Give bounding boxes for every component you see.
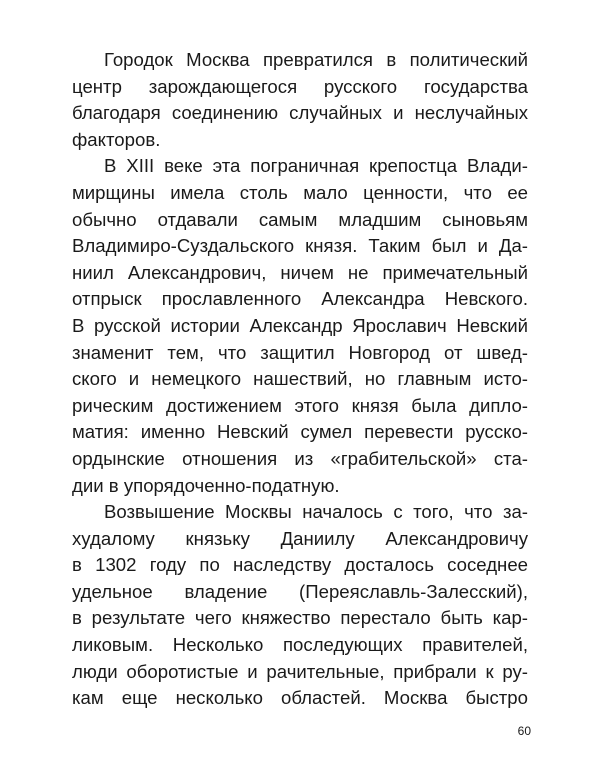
text-line: В XIII веке эта пограничная крепостца Влади- xyxy=(104,155,528,177)
text-line: центр зарождающегося русского государства xyxy=(72,75,528,97)
text-line: знаменит тем, что защитил Новгород от швед- xyxy=(72,341,528,363)
text-line: в результате чего княжество перестало быть кар- xyxy=(72,607,528,629)
text-line: ликовым. Несколько последующих правителей, xyxy=(72,634,528,656)
text-line: матия: именно Невский сумел перевести русско- xyxy=(72,421,528,443)
text-line: благодаря соединению случайных и неслучайных xyxy=(72,102,528,124)
text-line: В русской истории Александр Ярославич Невский xyxy=(72,314,528,336)
text-line: факторов. xyxy=(72,128,161,150)
text-line: рическим достижением этого князя была дипло- xyxy=(72,394,528,416)
text-line: дии в упорядоченно-податную. xyxy=(72,474,340,496)
text-line: ордынские отношения из «грабительской» ста- xyxy=(72,447,528,469)
text-line: ниил Александрович, ничем не примечательный xyxy=(72,261,528,283)
text-line: кам еще несколько областей. Москва быстро xyxy=(72,687,528,709)
text-line: Владимиро-Суздальского князя. Таким был и Да- xyxy=(72,235,528,257)
text-line: Городок Москва превратился в политический xyxy=(104,49,528,70)
text-line: люди оборотистые и рачительные, прибрали к ру- xyxy=(72,660,528,682)
text-line: обычно отдавали самым младшим сыновьям xyxy=(72,208,528,230)
body-text xyxy=(72,47,528,712)
text-line: в 1302 году по наследству досталось соседнее xyxy=(72,554,528,576)
text-line: мирщины имела столь мало ценности, что ее xyxy=(72,181,528,203)
text-line: ского и немецкого нашествий, но главным исто- xyxy=(72,368,528,390)
text-line: худалому князьку Даниилу Александровичу xyxy=(72,527,528,549)
text-line: отпрыск прославленного Александра Невского. xyxy=(72,288,528,310)
page-number: 60 xyxy=(517,724,531,738)
text-line: удельное владение (Переяславль-Залесский), xyxy=(72,580,528,602)
text-line: Возвышение Москвы началось с того, что за- xyxy=(104,501,528,523)
